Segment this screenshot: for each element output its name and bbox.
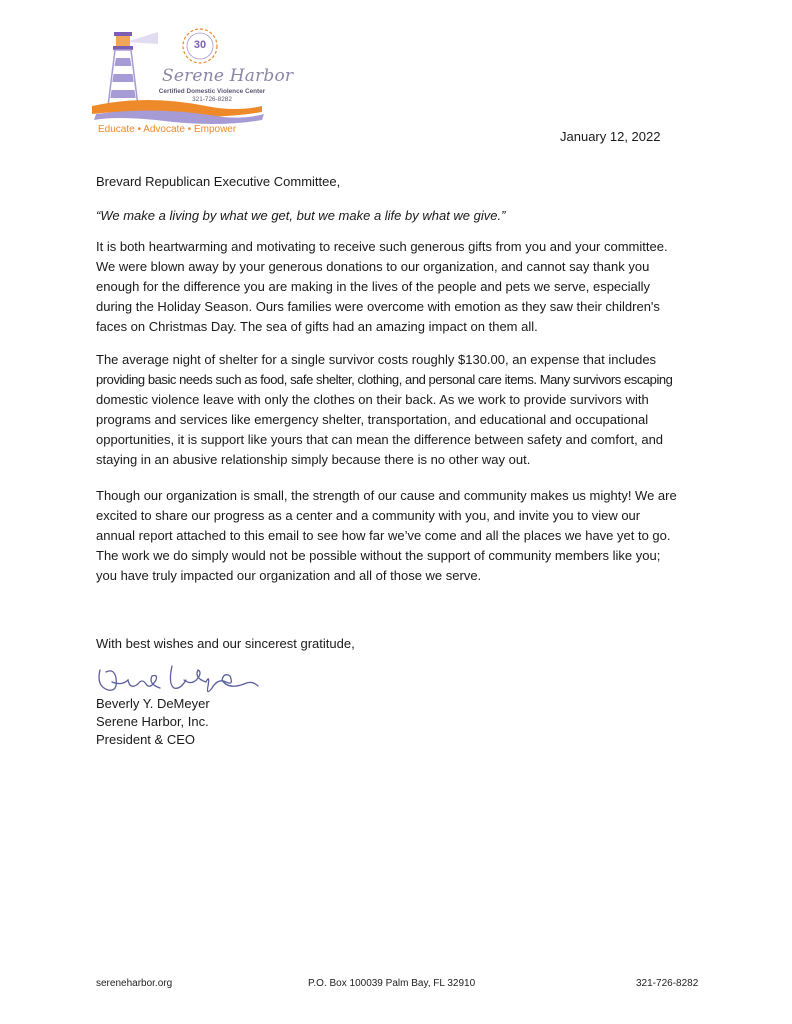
paragraph-1	[96, 237, 696, 337]
footer-phone: 321-726-8282	[636, 978, 699, 989]
closing-line: With best wishes and our sincerest gratitude,	[96, 636, 355, 651]
logo-org-name: Serene Harbor	[162, 66, 294, 86]
logo-certification: Certified Domestic Violence Center	[158, 88, 266, 95]
signer-organization: Serene Harbor, Inc.	[96, 714, 209, 729]
org-logo	[86, 22, 294, 140]
paragraph-3	[96, 486, 696, 586]
paragraph-line: providing basic needs such as food, safe shelter, clothing, and personal care items. Many survivors escaping	[96, 372, 673, 387]
footer-address: P.O. Box 100039 Palm Bay, FL 32910	[308, 978, 476, 989]
paragraph-line: Though our organization is small, the strength of our cause and community makes us mighty! We are	[96, 488, 677, 503]
letter-date: January 12, 2022	[560, 129, 661, 144]
anniversary-number: 30	[193, 39, 207, 51]
signature-block	[96, 695, 210, 749]
logo-tagline: Educate • Advocate • Empower	[98, 124, 237, 135]
paragraph-2	[96, 350, 696, 470]
opening-quote: “We make a living by what we get, but we make a life by what we give.”	[96, 208, 506, 223]
footer-website: sereneharbor.org	[96, 978, 173, 989]
paragraph-line: during the Holiday Season. Ours families were overcome with emotion as they saw their children's	[96, 299, 660, 314]
logo-phone: 321-726-8282	[192, 96, 232, 103]
paragraph-line: We were blown away by your generous donations to our organization, and cannot say thank you	[96, 259, 650, 274]
paragraph-line: enough for the difference you are making in the lives of the people and pets we serve, especially	[96, 279, 651, 294]
salutation: Brevard Republican Executive Committee,	[96, 174, 341, 189]
paragraph-line: programs and services like emergency shelter, transportation, and educational and occupational	[96, 412, 649, 427]
paragraph-line: excited to share our progress as a center and a community with you, and invite you to view our	[96, 508, 641, 523]
signer-title: President & CEO	[96, 732, 195, 747]
paragraph-line: opportunities, it is support like yours that can mean the difference between safety and comfort, and	[96, 432, 664, 447]
paragraph-line: annual report attached to this email to see how far we’ve come and all the places we have yet to go.	[96, 528, 671, 543]
paragraph-line: It is both heartwarming and motivating to receive such generous gifts from you and your committee.	[96, 239, 668, 254]
paragraph-line: you have truly impacted our organization and all of those we serve.	[96, 568, 482, 583]
paragraph-line: The average night of shelter for a single survivor costs roughly $130.00, an expense that includes	[96, 352, 657, 367]
paragraph-line: domestic violence leave with only the clothes on their back. As we work to provide survivors with	[96, 392, 649, 407]
signer-name: Beverly Y. DeMeyer	[96, 696, 210, 711]
paragraph-line: The work we do simply would not be possible without the support of community members like you;	[96, 548, 661, 563]
paragraph-line: staying in an abusive relationship simply because there is no other way out.	[96, 452, 531, 467]
handwritten-signature	[94, 656, 264, 700]
paragraph-line: faces on Christmas Day. The sea of gifts had an amazing impact on them all.	[96, 319, 538, 334]
